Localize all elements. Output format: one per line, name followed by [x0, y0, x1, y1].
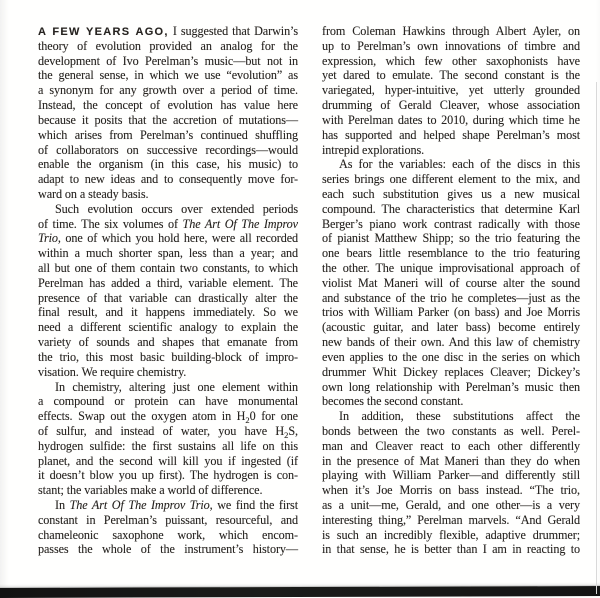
body-text: it doesn’t blow you up first). The hydrogen is con-	[38, 468, 298, 483]
body-text: adapt to new ideas and to consequently move for-	[38, 172, 298, 187]
text-line	[322, 305, 580, 320]
italic-text: The Art Of The Improv	[182, 216, 298, 231]
text-line	[38, 98, 298, 113]
text-line	[38, 113, 298, 128]
body-text: theory of evolution provided an analog for the	[38, 38, 298, 53]
body-text: In	[55, 498, 70, 512]
body-text: the general sense, in which we use “evolution” as	[38, 68, 298, 83]
text-line	[38, 468, 298, 483]
text-line	[322, 202, 580, 217]
text-line	[38, 513, 298, 528]
text-line	[38, 261, 298, 276]
body-text: bonds between the two constants as well. Perel-	[322, 423, 580, 438]
text-line	[38, 439, 298, 454]
body-text: a compound or protein can have monumental	[38, 394, 298, 409]
body-text: expression, which few other saxophonists have	[322, 53, 580, 68]
text-line	[322, 276, 580, 291]
body-text: visation. We require chemistry.	[38, 364, 187, 379]
body-text: as a unit—me, Gerald, and one other—is a very	[322, 498, 580, 512]
body-text: new bands of their own. And this law of chemistry	[322, 335, 580, 350]
body-text: when it’s Joe Morris on bass instead. “The trio,	[322, 483, 580, 498]
text-line	[322, 261, 580, 276]
body-text: I suggested that Darwin’s	[168, 24, 298, 38]
body-text: of collaborators on successive recordings—would	[38, 142, 298, 157]
text-line	[322, 513, 580, 528]
text-line	[322, 409, 580, 424]
body-text: each such substitution gives us a new musical	[322, 186, 580, 201]
text-line	[38, 409, 298, 424]
body-text: planet, and the second will kill you if ingested (if	[38, 453, 298, 468]
body-text: drumming of Gerald Cleaver, whose association	[322, 98, 580, 113]
body-text: becomes the second constant.	[322, 394, 464, 409]
text-line	[322, 217, 580, 232]
text-line	[322, 24, 580, 39]
body-text: within a much shorter span, less than a year; and	[38, 246, 298, 261]
body-text: of time. The six volumes of	[38, 216, 183, 231]
body-text: development of Ivo Perelman’s music—but not in	[38, 53, 298, 68]
body-text: which arises from Perelman’s continued shuffling	[38, 127, 298, 142]
text-line	[322, 424, 580, 439]
body-text: has supported and helped shape Perelman’s most	[322, 127, 580, 142]
body-text: hydrogen sulfide: the first sustains all life on this	[38, 438, 298, 453]
body-text: stant; the variables make a world of difference.	[38, 483, 263, 498]
text-line	[322, 172, 580, 187]
text-line	[322, 231, 580, 246]
body-text: presence of that variable can drastically alter the	[38, 290, 298, 305]
text-line	[38, 24, 298, 39]
body-text: violist Mat Maneri will of course alter the sound	[322, 275, 580, 290]
body-text: a synonym for any growth over a period of time.	[38, 83, 298, 98]
text-line	[38, 217, 298, 232]
body-text: with Perelman dates to 2010, during which time he	[322, 112, 580, 127]
text-line	[38, 128, 298, 143]
body-text: up to Perelman’s own innovations of timbre and	[322, 38, 580, 53]
body-text: variety of sounds and shapes that emanate from	[38, 335, 298, 350]
text-line	[38, 350, 298, 365]
body-text: playing with William Parker—and differently still	[322, 468, 580, 483]
text-line	[38, 172, 298, 187]
body-text: final result, and it happens immediately. So we	[38, 305, 298, 320]
text-line	[322, 83, 580, 98]
lead-in-caps: A FEW YEARS AGO,	[38, 26, 169, 38]
body-text: In addition, these substitutions affect the	[339, 409, 580, 424]
subscript-text: 2	[245, 415, 250, 426]
body-text: own long relationship with Perelman’s music then	[322, 379, 580, 394]
body-text: In chemistry, altering just one element within	[55, 379, 298, 394]
text-line	[38, 83, 298, 98]
body-text: one of which you hold here, were all recorded	[60, 231, 298, 246]
text-line	[38, 483, 298, 498]
body-text: ward on a steady basis.	[38, 186, 149, 201]
text-line	[322, 542, 580, 557]
body-text: 0 for one	[249, 409, 298, 424]
text-line	[322, 68, 580, 83]
text-line	[322, 320, 580, 335]
page-bottom-edge	[0, 586, 600, 598]
text-line	[322, 468, 580, 483]
text-column-right	[322, 24, 580, 557]
text-line	[322, 143, 580, 158]
text-line	[322, 113, 580, 128]
text-line	[322, 498, 580, 513]
page-right-edge	[596, 82, 597, 594]
body-text: and substance of the trio he completes—just as the	[322, 290, 580, 305]
body-text: constant in Perelman’s puissant, resourceful, and	[38, 512, 298, 527]
body-text: effects. Swap out the oxygen atom in H	[38, 409, 246, 424]
text-line	[38, 305, 298, 320]
body-text: in the presence of Mat Maneri than they do when	[322, 453, 580, 468]
body-text: variegated, hyper-intuitive, yet utterly grounded	[322, 83, 580, 98]
body-text: all but one of them contain two constants, to which	[38, 261, 298, 275]
text-line	[322, 454, 580, 469]
text-line	[322, 350, 580, 365]
text-line	[322, 380, 580, 395]
text-line	[322, 98, 580, 113]
body-text: (acoustic guitar, and later bass) become entirely	[322, 320, 580, 335]
subscript-text: 2	[284, 429, 289, 440]
text-line	[38, 365, 298, 380]
text-line	[322, 157, 580, 172]
text-line	[38, 202, 298, 217]
body-text: Perelman has added a third, variable element. The	[38, 275, 298, 290]
text-line	[322, 365, 580, 380]
body-text: the other. The unique improvisational approach of	[322, 261, 580, 275]
text-line	[322, 528, 580, 543]
body-text: need a different scientific analogy to explain the	[38, 320, 298, 335]
text-line	[38, 231, 298, 246]
text-line	[38, 498, 298, 513]
text-line	[322, 39, 580, 54]
text-line	[38, 246, 298, 261]
text-line	[38, 276, 298, 291]
text-line	[322, 439, 580, 454]
body-text: As for the variables: each of the discs in this	[339, 157, 580, 172]
text-line	[322, 335, 580, 350]
body-text: because it posits that the accretion of mutations—	[38, 112, 298, 127]
body-text: Such evolution occurs over extended periods	[55, 201, 298, 216]
italic-text: The Art Of The Improv Trio,	[69, 498, 213, 512]
text-line	[38, 335, 298, 350]
text-line	[38, 143, 298, 158]
body-text: intrepid explorations.	[322, 142, 425, 157]
body-text: man and Cleaver react to each other differently	[322, 438, 580, 453]
text-line	[322, 187, 580, 202]
body-text: the trio, this most basic building-block of impro-	[38, 349, 298, 364]
body-text: passes the whole of the instrument’s history—	[38, 542, 298, 557]
text-line	[322, 246, 580, 261]
body-text: is such an incredibly flexible, adaptive drummer;	[322, 527, 580, 542]
text-line	[38, 54, 298, 69]
body-text: from Coleman Hawkins through Albert Ayler, on	[322, 24, 580, 38]
text-line	[322, 291, 580, 306]
body-text: yet dared to emulate. The second constant is the	[322, 68, 580, 83]
body-text: enable the organism (in this case, his music) to	[38, 157, 298, 172]
text-line	[38, 291, 298, 306]
body-text: Instead, the concept of evolution has value here	[38, 98, 298, 113]
body-text: series brings one different element to the mix, and	[322, 172, 580, 187]
text-column-left	[38, 24, 298, 557]
body-text: trios with William Parker (on bass) and Joe Morris	[322, 305, 580, 320]
text-line	[38, 157, 298, 172]
body-text: S,	[288, 423, 298, 438]
text-line	[38, 454, 298, 469]
text-line	[38, 528, 298, 543]
body-text: even applies to the one disc in the series on which	[322, 349, 580, 364]
text-line	[322, 483, 580, 498]
body-text: drummer Whit Dickey replaces Cleaver; Dickey’s	[322, 364, 580, 379]
body-text: Berger’s piano work contrast radically with those	[322, 216, 580, 231]
text-line	[38, 424, 298, 439]
body-text: of pianist Matthew Shipp; so the trio featuring the	[322, 231, 580, 246]
body-text: chameleonic saxophone work, which encom-	[38, 527, 298, 542]
body-text: interesting thing,” Perelman marvels. “And Gerald	[322, 512, 580, 527]
body-text: compound. The characteristics that determine Karl	[322, 201, 580, 216]
italic-text: Trio,	[38, 231, 61, 246]
text-line	[38, 187, 298, 202]
body-text: one bears little resemblance to the trio featuring	[322, 246, 580, 261]
text-line	[38, 39, 298, 54]
text-line	[38, 320, 298, 335]
text-line	[38, 394, 298, 409]
text-line	[322, 54, 580, 69]
text-line	[322, 394, 580, 409]
body-text: of sulfur, and instead of water, you have H	[38, 423, 285, 438]
text-line	[38, 380, 298, 395]
text-line	[38, 68, 298, 83]
body-text: in that sense, he is better than I am in reacting to	[322, 542, 580, 557]
text-line	[322, 128, 580, 143]
text-line	[38, 542, 298, 557]
body-text: we find the first	[212, 498, 298, 512]
